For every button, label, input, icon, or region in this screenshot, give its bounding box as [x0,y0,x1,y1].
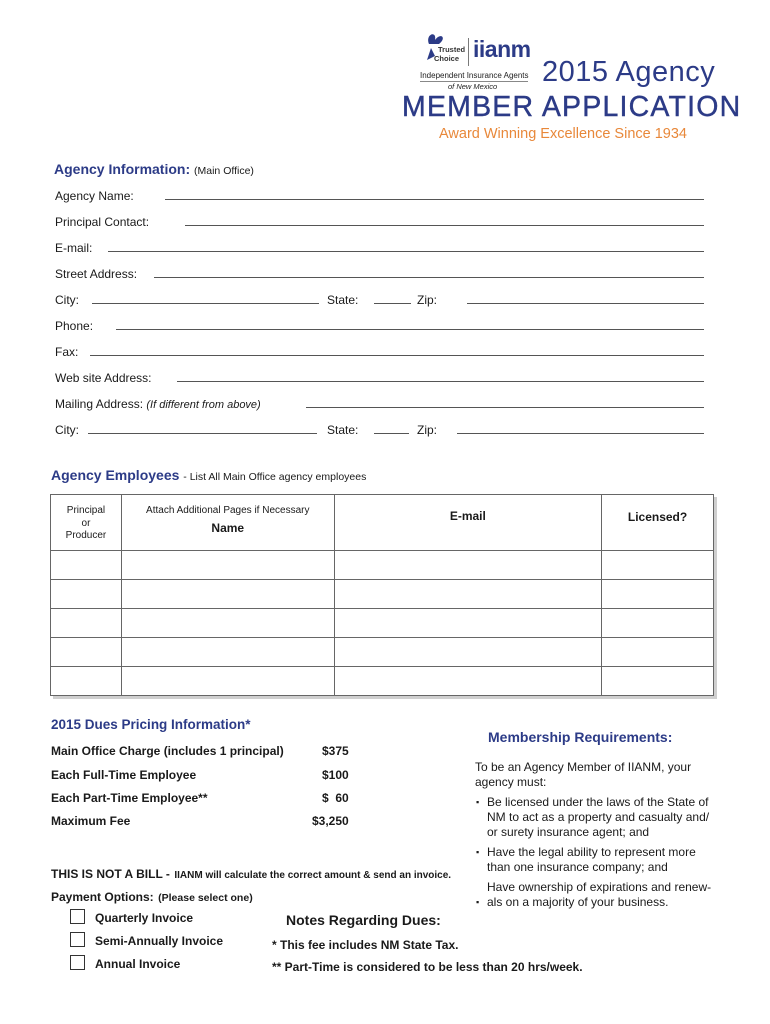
zip-field[interactable] [467,303,704,304]
col-principal-line2: or [81,517,91,529]
dues-row-amount: $ 60 [322,791,349,805]
trusted-choice-logo [421,30,465,68]
col-licensed-header [602,495,714,551]
title-year: 2015 Agency [542,56,716,88]
employees-heading: Agency Employees - List All Main Office agency employees [51,467,367,483]
dues-row-label: Each Full-Time Employee [51,768,197,782]
mailing-zip-field[interactable] [457,433,704,434]
bullet-icon: ▪ [476,847,480,857]
col-email-label: E-mail [449,509,486,523]
logo-subtitle: Independent Insurance Agents [420,71,529,80]
table-row [51,609,714,638]
email-cell[interactable] [334,667,602,696]
fax-field[interactable] [90,355,704,356]
fax-label: Fax: [55,345,79,359]
mailing-state-label: State: [327,423,359,437]
col-name-label: Name [211,520,245,535]
principal-contact-label: Principal Contact: [55,215,150,229]
requirement-item: Have ownership of expirations and renew- als on a majority of your business. [487,880,712,909]
email-cell[interactable] [334,609,602,638]
website-field[interactable] [177,381,704,382]
mailing-address-field[interactable] [306,407,704,408]
street-address-label: Street Address: [55,267,138,281]
agency-info-heading: Agency Information: (Main Office) [54,161,254,177]
not-a-bill-bold: THIS IS NOT A BILL - [51,867,170,881]
name-cell[interactable] [121,580,334,609]
email-cell[interactable] [334,638,602,667]
logo-subtitle-state: of New Mexico [448,82,498,91]
phone-field[interactable] [116,329,704,330]
agency-name-label: Agency Name: [55,189,134,203]
mailing-address-label: Mailing Address: (If different from above) [55,397,261,411]
col-name-note: Attach Additional Pages if Necessary [146,505,310,516]
email-field[interactable] [108,251,704,252]
mailing-zip-label: Zip: [417,423,438,437]
agency-info-heading-note: (Main Office) [194,165,254,177]
licensed-cell[interactable] [602,667,714,696]
iianm-wordmark: iianm [473,36,531,62]
annual-label: Annual Invoice [95,957,181,971]
zip-label: Zip: [417,293,438,307]
semi-annual-label: Semi-Annually Invoice [95,934,224,948]
note-part-time: ** Part-Time is considered to be less than 20 hrs/week. [272,960,583,974]
dues-row-label: Each Part-Time Employee** [51,791,208,805]
not-a-bill-notice [51,865,451,883]
principal-contact-field[interactable] [185,225,704,226]
payment-options-note: (Please select one) [158,892,253,904]
table-row [51,667,714,696]
payment-options-label: Payment Options: (Please select one) [51,890,253,904]
quarterly-label: Quarterly Invoice [95,911,194,925]
email-label: E-mail: [55,241,93,255]
col-principal-header [51,495,122,551]
state-field[interactable] [374,303,411,304]
dues-row-amount: $375 [322,744,349,758]
principal-cell[interactable] [51,638,122,667]
licensed-cell[interactable] [602,609,714,638]
employees-heading-note: - List All Main Office agency employees [183,471,367,483]
dues-row-label: Main Office Charge (includes 1 principal) [51,744,284,758]
email-cell[interactable] [334,551,602,580]
note-tax: * This fee includes NM State Tax. [272,938,459,952]
email-cell[interactable] [334,580,602,609]
name-cell[interactable] [121,667,334,696]
requirements-intro: To be an Agency Member of IIANM, your agency must: [475,760,692,789]
mailing-state-field[interactable] [374,433,409,434]
city-label: City: [55,293,79,307]
logo-separator [468,38,469,66]
col-licensed-label: Licensed? [627,510,688,524]
name-cell[interactable] [121,609,334,638]
dues-heading: 2015 Dues Pricing Information* [51,717,251,732]
requirement-item: Have the legal ability to represent more than one insurance company; and [487,845,696,874]
dues-row-label: Maximum Fee [51,814,131,828]
notes-heading: Notes Regarding Dues: [286,912,441,928]
annual-checkbox[interactable] [70,955,85,970]
table-row [51,638,714,667]
employees-table [50,494,714,696]
principal-cell[interactable] [51,580,122,609]
col-principal-line3: Producer [65,530,107,541]
col-email-header [334,495,602,551]
dues-row-amount: $100 [322,768,349,782]
street-address-field[interactable] [154,277,704,278]
svg-text:Choice: Choice [434,54,460,63]
state-label: State: [327,293,359,307]
table-row [51,551,714,580]
website-label: Web site Address: [55,371,152,385]
tagline: Award Winning Excellence Since 1934 [439,126,687,142]
bullet-icon: ▪ [476,797,480,807]
name-cell[interactable] [121,638,334,667]
licensed-cell[interactable] [602,580,714,609]
not-a-bill-text: IIANM will calculate the correct amount & send an invoice. [174,870,452,881]
licensed-cell[interactable] [602,551,714,580]
agency-name-field[interactable] [165,199,704,200]
col-name-header [121,495,334,551]
mailing-city-field[interactable] [88,433,317,434]
name-cell[interactable] [121,551,334,580]
quarterly-checkbox[interactable] [70,909,85,924]
semi-annual-checkbox[interactable] [70,932,85,947]
employees-table-header [51,495,714,551]
requirements-heading: Membership Requirements: [488,729,673,745]
licensed-cell[interactable] [602,638,714,667]
principal-cell[interactable] [51,609,122,638]
table-row [51,580,714,609]
principal-cell[interactable] [51,667,122,696]
principal-cell[interactable] [51,551,122,580]
city-field[interactable] [92,303,319,304]
col-principal-line1: Principal [66,505,106,516]
mailing-city-label: City: [55,423,79,437]
title-main: MEMBER APPLICATION [402,91,742,123]
bullet-icon: ▪ [476,897,480,907]
mailing-address-note: (If different from above) [146,399,261,411]
svg-text:Trusted: Trusted [438,45,465,54]
requirement-item: Be licensed under the laws of the State of NM to act as a property and casualty and/ or surety insurance agent; and [487,795,710,839]
phone-label: Phone: [55,319,94,333]
dues-row-amount: $3,250 [312,814,349,828]
